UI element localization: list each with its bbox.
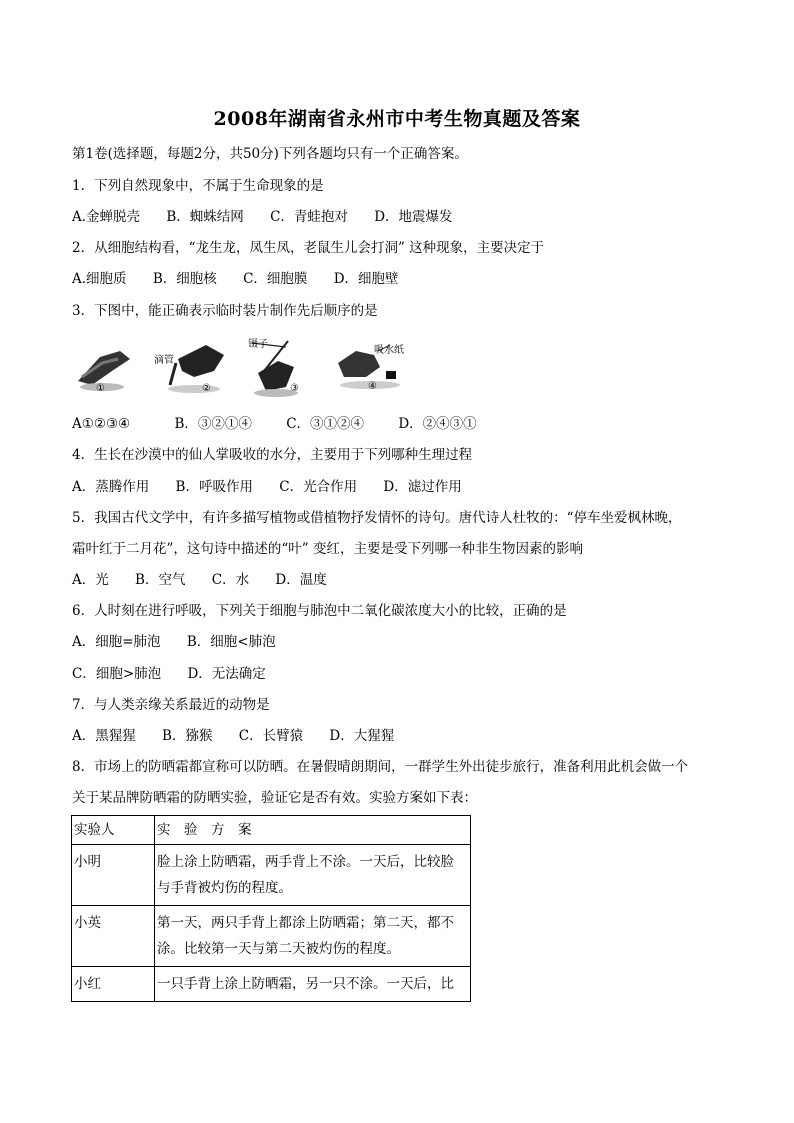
question-1-options (72, 207, 475, 227)
question-4-options (72, 477, 484, 497)
option-b: B．蜘蛛结网 (166, 209, 244, 225)
table-row (72, 967, 471, 1002)
experiment-table (71, 815, 471, 1002)
blotting-paper-tag: 吸水纸 (374, 345, 404, 356)
option-a: A.金蝉脱壳 (72, 209, 141, 225)
option-c: C．③①②④ (286, 416, 365, 432)
question-6-options (72, 632, 298, 652)
figure-label-1: ① (96, 383, 105, 394)
table-row (72, 845, 471, 906)
row-plan-line: 涂。比较第一天与第二天被灼伤的程度。 (157, 941, 400, 957)
figure-step-4 (330, 337, 408, 399)
option-d: D．细胞壁 (333, 271, 399, 287)
tweezers-tag: 镊子 (248, 339, 268, 350)
option-c: C．细胞>肺泡 (72, 666, 162, 682)
row-plan (155, 967, 471, 1002)
option-a: A．细胞=肺泡 (72, 634, 161, 650)
figure-step-2 (154, 337, 232, 399)
question-4-stem: 4．生长在沙漠中的仙人掌吸收的水分，主要用于下列哪种生理过程 (72, 447, 473, 463)
question-2-stem: 2．从细胞结构看，“龙生龙，凤生凤，老鼠生儿会打洞” 这种现象，主要决定于 (72, 240, 545, 256)
option-b: B．③②①④ (174, 416, 252, 432)
table-row (72, 906, 471, 967)
question-3-options (72, 414, 499, 434)
figure-step-1 (72, 337, 150, 399)
option-a: A.细胞质 (72, 271, 127, 287)
option-a: A．黑猩猩 (72, 728, 136, 744)
row-plan-line: 脸上涂上防晒霜，两手背上不涂。一天后，比较脸 (157, 854, 454, 870)
row-plan (155, 906, 471, 967)
row-name: 小英 (72, 906, 155, 967)
row-plan-line: 一只手背上涂上防晒霜，另一只不涂。一天后，比 (157, 976, 454, 992)
figure-label-3: ③ (290, 383, 299, 394)
option-a: A．光 (72, 572, 109, 588)
option-c: C．细胞膜 (243, 271, 308, 287)
slide-preparation-figure (72, 337, 412, 399)
row-name: 小红 (72, 967, 155, 1002)
figure-label-2: ② (202, 383, 211, 394)
row-plan-line: 第一天，两只手背上都涂上防晒霜；第二天，都不 (157, 915, 454, 931)
option-c: C．青蛙抱对 (270, 209, 348, 225)
question-5-stem-continued: 霜叶红于二月花”，这句诗中描述的“叶” 变红，主要是受下列哪一种非生物因素的影响 (72, 541, 583, 557)
row-plan-line: 与手背被灼伤的程度。 (157, 880, 292, 896)
row-name: 小明 (72, 845, 155, 906)
section-intro: 第1卷(选择题，每题2分，共50分)下列各题均只有一个正确答案。 (72, 146, 468, 162)
option-c: C．水 (211, 572, 250, 588)
option-b: B．细胞核 (152, 271, 217, 287)
option-a: A．蒸腾作用 (72, 479, 150, 495)
question-8-stem: 8．市场上的防晒霜都宣称可以防晒。在暑假晴朗期间，一群学生外出徒步旅行，准备利用此机会做一个 (72, 759, 689, 775)
option-d: D．大猩猩 (329, 728, 395, 744)
question-3-stem: 3．下图中，能正确表示临时装片制作先后顺序的是 (72, 303, 378, 319)
table-header-row (72, 816, 471, 845)
dropper-tag: 滴管 (154, 355, 174, 366)
header-plan: 实 验 方 案 (155, 816, 471, 845)
question-8-stem-continued: 关于某品牌防晒霜的防晒实验，验证它是否有效。实验方案如下表： (72, 790, 477, 806)
option-b: B．细胞<肺泡 (186, 634, 276, 650)
dropper-icon (154, 337, 232, 399)
option-c: C．长臂猿 (238, 728, 304, 744)
option-d: D．滤过作用 (383, 479, 462, 495)
question-7-stem: 7．与人类亲缘关系最近的动物是 (72, 697, 270, 713)
option-d: D．②④③① (398, 416, 477, 432)
page-title: 2008年湖南省永州市中考生物真题及答案 (213, 108, 581, 130)
question-6-options-row2 (72, 664, 288, 684)
header-experimenter: 实验人 (72, 816, 155, 845)
option-b: B．猕猴 (162, 728, 213, 744)
question-2-options (72, 269, 421, 289)
option-a: A①②③④ (72, 416, 131, 432)
question-7-options (72, 726, 416, 746)
question-5-options (72, 570, 349, 590)
option-b: B．空气 (135, 572, 186, 588)
row-plan (155, 845, 471, 906)
question-5-stem: 5．我国古代文学中，有许多描写植物或借植物抒发情怀的诗句。唐代诗人杜牧的：“停车坐爱枫林晚， (72, 510, 682, 526)
option-d: D．地震爆发 (374, 209, 453, 225)
figure-step-3 (244, 337, 322, 399)
option-c: C．光合作用 (279, 479, 358, 495)
option-d: D．温度 (275, 572, 327, 588)
question-1-stem: 1．下列自然现象中，不属于生命现象的是 (72, 178, 324, 194)
option-b: B．呼吸作用 (175, 479, 253, 495)
figure-label-4: ④ (368, 381, 377, 392)
question-6-stem: 6．人时刻在进行呼吸，下列关于细胞与肺泡中二氧化碳浓度大小的比较，正确的是 (72, 603, 567, 619)
option-d: D．无法确定 (187, 666, 266, 682)
hand-dropping-icon (72, 337, 150, 399)
